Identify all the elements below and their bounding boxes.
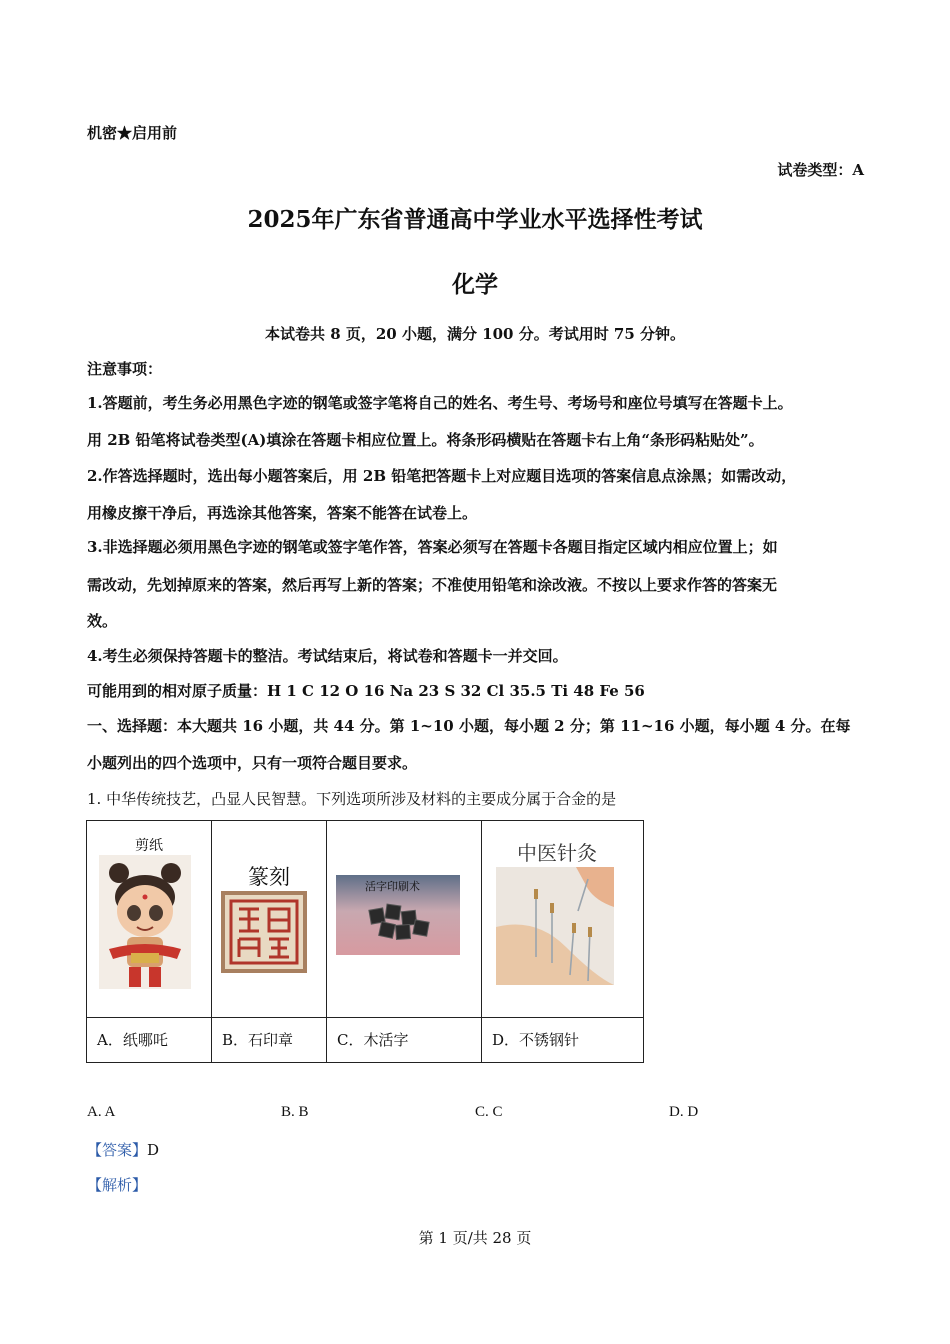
note-line: 1.答题前，考生务必用黑色字迹的钢笔或签字笔将自己的姓名、考生号、考场号和座位号填写在答题卡上。 (87, 394, 793, 412)
options-table (86, 820, 644, 1063)
option-label: D．不锈钢针 (492, 1031, 580, 1049)
secret-label: 机密★启用前 (87, 124, 178, 142)
option-a-label-cell (87, 1018, 212, 1063)
note-line: 需改动，先划掉原来的答案，然后再写上新的答案；不准使用铅笔和涂改液。不按以上要求作答的答案无 (87, 576, 778, 594)
answer-value: D (147, 1141, 160, 1159)
note-line: 2.作答选择题时，选出每小题答案后，用 2B 铅笔把答题卡上对应题目选项的答案信息点涂黑；如需改动， (87, 467, 797, 485)
section-heading-line1: 一、选择题：本大题共 16 小题，共 44 分。第 1~10 小题，每小题 2 分；第 11~16 小题，每小题 4 分。在每 (87, 717, 851, 735)
stone-seal-image (221, 891, 307, 973)
image-caption: 中医针灸 (517, 841, 597, 865)
exam-info: 本试卷共 8 页，20 小题，满分 100 分。考试用时 75 分钟。 (264, 325, 686, 343)
option-c-image-cell (327, 821, 482, 1018)
note-line: 用 2B 铅笔将试卷类型(A)填涂在答题卡相应位置上。将条形码横贴在答题卡右上角“条形码粘贴处”。 (87, 431, 764, 449)
note-line: 用橡皮擦干净后，再选涂其他答案，答案不能答在试卷上。 (87, 504, 478, 522)
exam-title: 2025年广东省普通高中学业水平选择性考试 (247, 206, 703, 233)
analysis-tag: 【解析】 (87, 1176, 148, 1194)
note-line: 4.考生必须保持答题卡的整洁。考试结束后，将试卷和答题卡一并交回。 (87, 647, 568, 665)
note-line: 3.非选择题必须用黑色字迹的钢笔或签字笔作答，答案必须写在答题卡各题目指定区域内相应位置上；如 (87, 538, 778, 556)
note-line: 效。 (87, 612, 118, 630)
option-d-label-cell (482, 1018, 644, 1063)
option-label: C．木活字 (337, 1031, 409, 1049)
choice-b: B. B (281, 1104, 309, 1120)
question-stem: 1. 中华传统技艺，凸显人民智慧。下列选项所涉及材料的主要成分属于合金的是 (87, 790, 617, 808)
option-label: A．纸哪吒 (97, 1031, 168, 1049)
image-caption: 剪纸 (135, 838, 163, 854)
option-c-label-cell (327, 1018, 482, 1063)
choice-a: A. A (87, 1104, 116, 1120)
answer-line (87, 1139, 159, 1160)
choice-c: C. C (475, 1104, 503, 1120)
answer-tag: 【答案】 (87, 1141, 148, 1159)
paper-type-label: 试卷类型：A (777, 161, 864, 179)
section-heading-line2: 小题列出的四个选项中，只有一项符合题目要求。 (87, 754, 418, 772)
nezha-paper-figure-image (99, 855, 191, 989)
option-d-image-cell (482, 821, 644, 1018)
acupuncture-needles-image (496, 867, 614, 985)
subject-title: 化学 (452, 271, 498, 298)
option-label: B．石印章 (222, 1031, 294, 1049)
option-a-image-cell (87, 821, 212, 1018)
notes-heading: 注意事项： (87, 360, 163, 378)
choice-d: D. D (669, 1104, 699, 1120)
image-caption: 篆刻 (248, 865, 290, 889)
option-b-image-cell (212, 821, 327, 1018)
option-b-label-cell (212, 1018, 327, 1063)
image-caption: 活字印刷术 (365, 880, 420, 893)
atomic-masses: 可能用到的相对原子质量：H 1 C 12 O 16 Na 23 S 32 Cl 35.5 Ti 48 Fe 56 (87, 682, 645, 700)
page-footer: 第 1 页/共 28 页 (418, 1229, 532, 1247)
